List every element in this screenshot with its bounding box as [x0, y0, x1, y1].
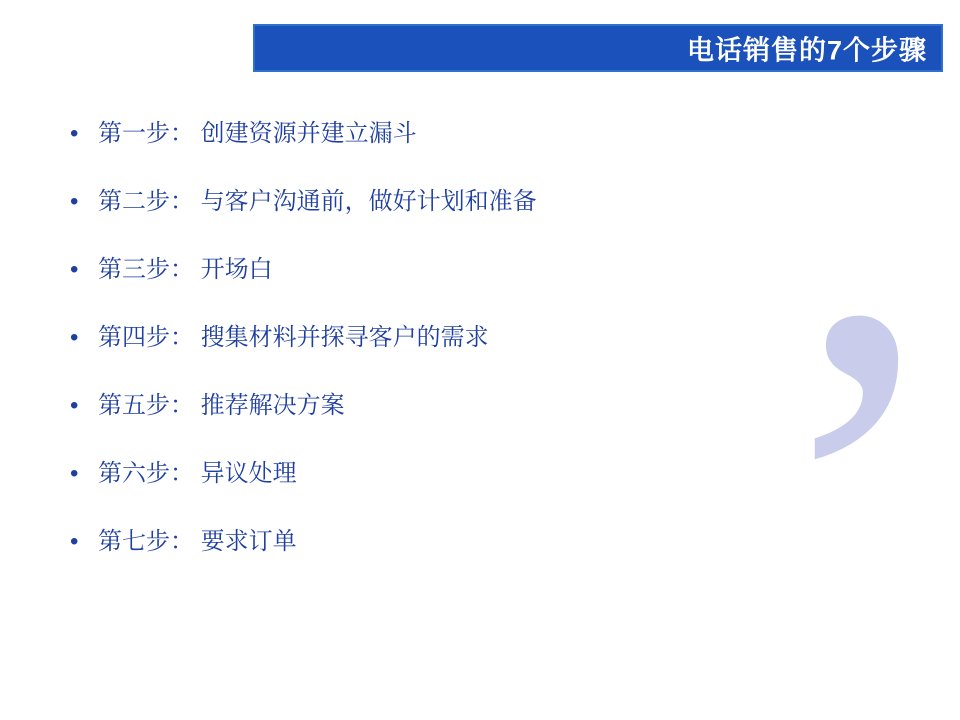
- step-label: 第七步：: [98, 528, 194, 555]
- bullet-dot-icon: •: [70, 188, 79, 215]
- step-label: 第四步：: [98, 324, 194, 351]
- bullet-dot-icon: •: [70, 256, 79, 283]
- bullet-dot-icon: •: [70, 120, 79, 147]
- step-label: 第三步：: [98, 256, 194, 283]
- step-label: 第六步：: [98, 460, 194, 487]
- list-item: [60, 254, 900, 286]
- bullet-dot-icon: •: [70, 324, 79, 351]
- step-content: 开场白: [200, 256, 273, 283]
- list-item: [60, 322, 900, 354]
- step-content: 创建资源并建立漏斗: [200, 120, 417, 147]
- list-item: [60, 526, 900, 558]
- list-item: [60, 186, 900, 218]
- list-item: [60, 458, 900, 490]
- step-content: 与客户沟通前，做好计划和准备: [200, 188, 537, 215]
- bullet-dot-icon: •: [70, 392, 79, 419]
- slide-title-bar: [253, 24, 943, 72]
- step-label: 第二步：: [98, 188, 194, 215]
- step-content: 要求订单: [200, 528, 297, 555]
- page-title: 电话销售的7个步骤: [686, 35, 927, 66]
- quote-mark-glyph: ’: [765, 190, 952, 720]
- steps-list: [60, 118, 900, 594]
- bullet-dot-icon: •: [70, 460, 79, 487]
- step-content: 搜集材料并探寻客户的需求: [200, 324, 489, 351]
- step-content: 推荐解决方案: [200, 392, 345, 419]
- step-label: 第一步：: [98, 120, 194, 147]
- bullet-dot-icon: •: [70, 528, 79, 555]
- list-item: [60, 390, 900, 422]
- step-label: 第五步：: [98, 392, 194, 419]
- step-content: 异议处理: [200, 460, 297, 487]
- list-item: [60, 118, 900, 150]
